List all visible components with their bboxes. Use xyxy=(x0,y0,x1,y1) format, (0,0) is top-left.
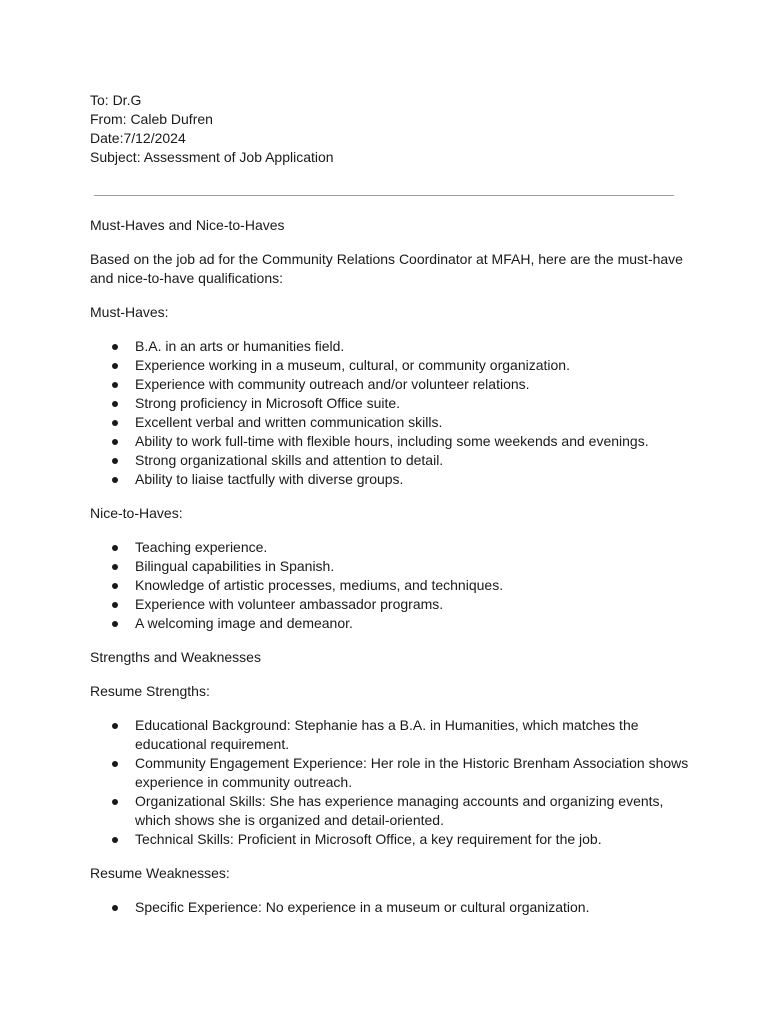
list-item xyxy=(90,356,690,375)
memo-from: From: Caleb Dufren xyxy=(90,111,213,127)
memo-date: Date:7/12/2024 xyxy=(90,130,186,146)
list-item-text: B.A. in an arts or humanities field. xyxy=(135,338,345,354)
list-item-text: Teaching experience. xyxy=(135,539,268,555)
list-item-text: Excellent verbal and written communication skills. xyxy=(135,414,443,430)
resume-weaknesses-heading: Resume Weaknesses: xyxy=(90,865,230,881)
list-item-text: Bilingual capabilities in Spanish. xyxy=(135,558,335,574)
list-item-text: Technical Skills: Proficient in Microsoft Office, a key requirement for the job. xyxy=(135,831,602,847)
list-item xyxy=(90,538,690,557)
list-item xyxy=(90,576,690,595)
nice-to-haves-list xyxy=(90,538,690,633)
list-item-text: Specific Experience: No experience in a museum or cultural organization. xyxy=(135,899,590,915)
section-heading-must-nice: Must-Haves and Nice-to-Haves xyxy=(90,217,285,233)
list-item-text: Experience working in a museum, cultural, or community organization. xyxy=(135,357,570,373)
list-item xyxy=(90,614,690,633)
list-item xyxy=(90,830,690,849)
section-heading-strengths-weaknesses: Strengths and Weaknesses xyxy=(90,649,261,665)
list-item-text: A welcoming image and demeanor. xyxy=(135,615,353,631)
list-item xyxy=(90,898,690,917)
document-page xyxy=(90,91,690,932)
list-item xyxy=(90,792,690,830)
list-item xyxy=(90,595,690,614)
list-item-text: Strong proficiency in Microsoft Office suite. xyxy=(135,395,401,411)
list-item-text: Organizational Skills: She has experience managing accounts and organizing events, which shows she is organized and detail-oriented. xyxy=(135,793,664,828)
resume-strengths-list xyxy=(90,716,690,849)
memo-header xyxy=(90,91,690,167)
list-item-text: Knowledge of artistic processes, mediums, and techniques. xyxy=(135,577,504,593)
list-item xyxy=(90,754,690,792)
list-item-text: Experience with volunteer ambassador programs. xyxy=(135,596,444,612)
list-item-text: Ability to work full-time with flexible hours, including some weekends and evenings. xyxy=(135,433,649,449)
resume-strengths-heading: Resume Strengths: xyxy=(90,683,210,699)
memo-subject: Subject: Assessment of Job Application xyxy=(90,149,334,165)
list-item xyxy=(90,432,690,451)
list-item xyxy=(90,413,690,432)
list-item-text: Ability to liaise tactfully with diverse groups. xyxy=(135,471,404,487)
nice-to-haves-heading: Nice-to-Haves: xyxy=(90,505,183,521)
list-item xyxy=(90,451,690,470)
list-item xyxy=(90,394,690,413)
list-item-text: Educational Background: Stephanie has a B.A. in Humanities, which matches the educational requirement. xyxy=(135,717,639,752)
list-item xyxy=(90,716,690,754)
must-haves-list xyxy=(90,337,690,489)
resume-weaknesses-list xyxy=(90,898,690,917)
must-haves-heading: Must-Haves: xyxy=(90,304,169,320)
memo-to: To: Dr.G xyxy=(90,92,142,108)
list-item xyxy=(90,557,690,576)
list-item-text: Experience with community outreach and/or volunteer relations. xyxy=(135,376,530,392)
list-item-text: Strong organizational skills and attention to detail. xyxy=(135,452,444,468)
horizontal-divider xyxy=(94,195,674,196)
list-item-text: Community Engagement Experience: Her role in the Historic Brenham Association shows experience in community outreach. xyxy=(135,755,689,790)
list-item xyxy=(90,470,690,489)
list-item xyxy=(90,375,690,394)
list-item xyxy=(90,337,690,356)
intro-paragraph: Based on the job ad for the Community Relations Coordinator at MFAH, here are the must-have and nice-to-have qualifications: xyxy=(90,251,683,286)
